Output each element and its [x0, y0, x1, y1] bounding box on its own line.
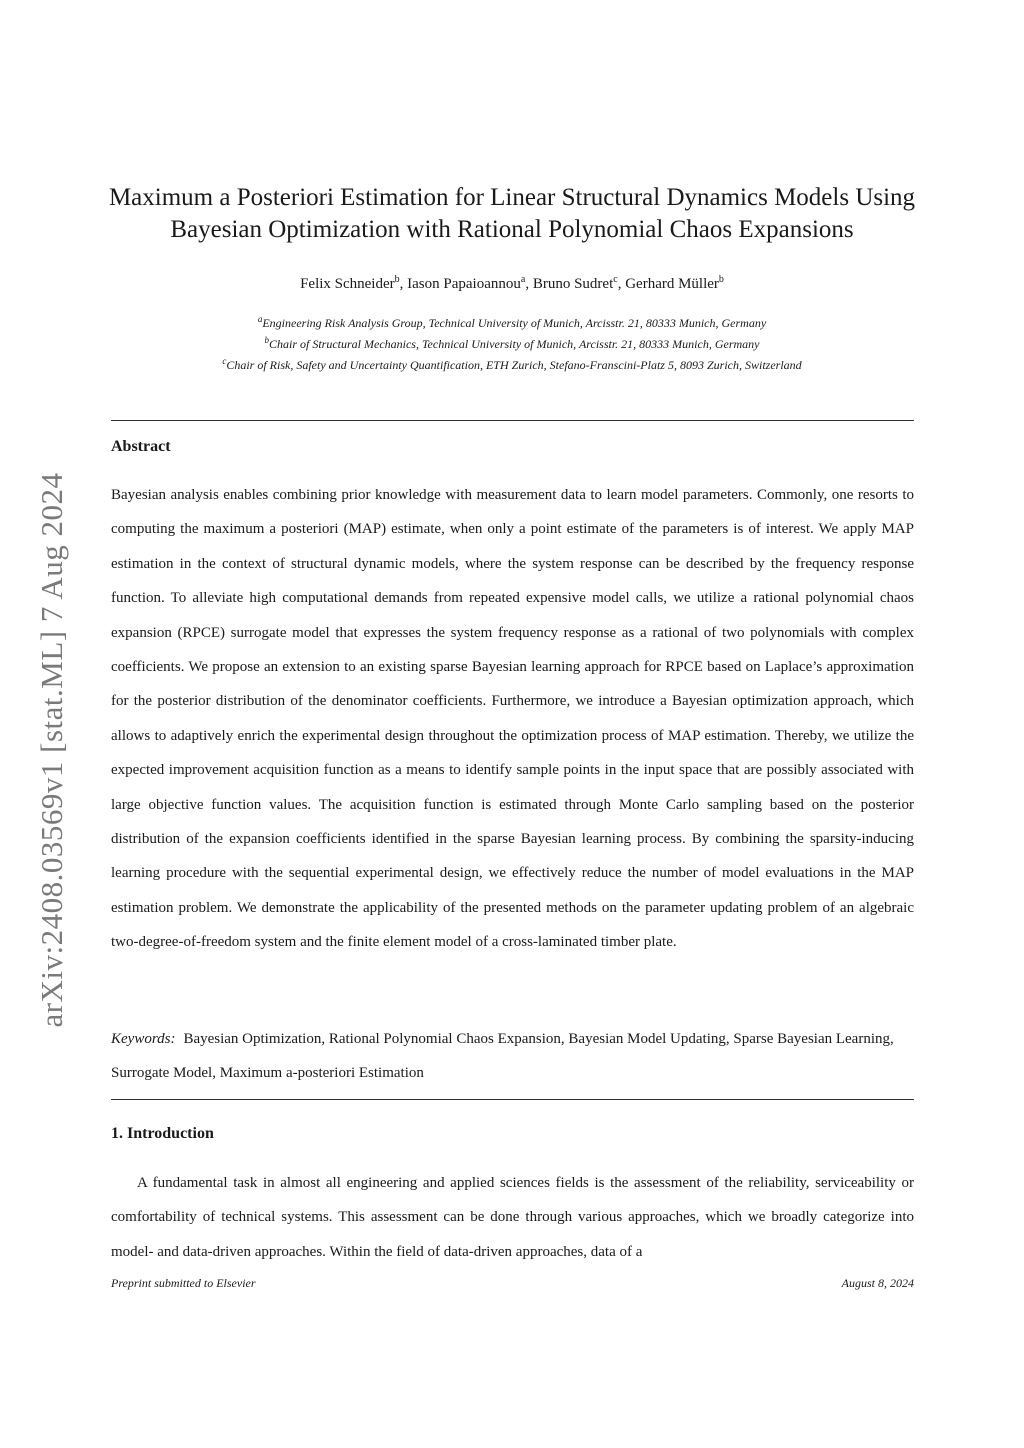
affiliation-mark: b [264, 335, 269, 345]
author-affiliation-mark: c [613, 274, 618, 285]
author-separator: , [525, 276, 533, 292]
arxiv-identifier-stamp: arXiv:2408.03569v1 [stat.ML] 7 Aug 2024 [34, 472, 69, 1028]
author-separator: , [617, 276, 626, 292]
affiliation-mark: c [222, 356, 227, 366]
section-heading-introduction: 1. Introduction [111, 1125, 214, 1142]
affiliation-text: Chair of Structural Mechanics, Technical University of Munich, Arcisstr. 21, 80333 Munich, Germany [268, 337, 760, 351]
affiliation-a [100, 311, 924, 332]
author-affiliation-mark: b [394, 274, 400, 285]
paper-title [100, 182, 924, 246]
footer-date: August 8, 2024 [841, 1276, 914, 1290]
author-affiliation-mark: b [718, 274, 724, 285]
author-4 [625, 276, 724, 292]
abstract-heading: Abstract [111, 438, 171, 455]
author-name: Iason Papaioannou [407, 276, 521, 292]
affiliation-text: Chair of Risk, Safety and Uncertainty Quantification, ETH Zurich, Stefano-Franscini-Platz 5, 8093 Zurich, Switzerland [226, 358, 802, 372]
abstract-body: Bayesian analysis enables combining prior knowledge with measurement data to learn model parameters. Commonly, one resorts to computing the maximum a posteriori (MAP) estimate, when only a point estimate of the parameters is of interest. We apply MAP estimation in the context of structural dynamic models, where the system response can be described by the frequency response function. To alleviate high computational demands from repeated expensive model calls, we utilize a rational polynomial chaos expansion (RPCE) surrogate model that expresses the system frequency response as a rational of two polynomials with complex coefficients. We propose an extension to an existing sparse Bayesian learning approach for RPCE based on Laplace’s approximation for the posterior distribution of the denominator coefficients. Furthermore, we introduce a Bayesian optimization approach, which allows to adaptively enrich the experimental design throughout the optimization process of MAP estimation. Thereby, we utilize the expected improvement acquisition function as a means to identify sample points in the input space that are possibly associated with large objective function values. The acquisition function is estimated through Monte Carlo sampling based on the posterior distribution of the expansion coefficients identified in the sparse Bayesian learning process. By combining the sparsity-inducing learning procedure with the sequential experimental design, we effectively reduce the number of model evaluations in the MAP estimation problem. We demonstrate the applicability of the presented methods on the parameter updating problem of an algebraic two-degree-of-freedom system and the finite element model of a cross-laminated timber plate. [111, 487, 914, 951]
keywords-label: Keywords: [111, 1031, 176, 1047]
author-2 [407, 276, 533, 292]
paper-title-line-2: Bayesian Optimization with Rational Polynomial Chaos Expansions [170, 216, 854, 243]
author-3 [533, 276, 625, 292]
affiliation-list [100, 311, 924, 374]
keywords [111, 1022, 914, 1091]
affiliation-c [100, 353, 924, 374]
affiliation-mark: a [257, 314, 263, 324]
author-name: Felix Schneider [300, 276, 395, 292]
affiliation-text: Engineering Risk Analysis Group, Technical University of Munich, Arcisstr. 21, 80333 Munich, Germany [262, 316, 767, 330]
author-affiliation-mark: a [520, 274, 526, 285]
author-1 [300, 276, 407, 292]
abstract-top-rule [111, 420, 914, 421]
author-list [100, 274, 924, 293]
author-name: Gerhard Müller [625, 276, 719, 292]
author-name: Bruno Sudret [532, 276, 614, 292]
keywords-text: Bayesian Optimization, Rational Polynomial Chaos Expansion, Bayesian Model Updating, Sparse Bayesian Learning, Surrogate Model, Maximum a-posteriori Estimation [111, 1031, 894, 1082]
footer-preprint-note: Preprint submitted to Elsevier [111, 1276, 256, 1290]
paper-title-line-1: Maximum a Posteriori Estimation for Linear Structural Dynamics Models Using [108, 184, 916, 211]
abstract-bottom-rule [111, 1099, 914, 1100]
author-separator: , [399, 276, 408, 292]
introduction-paragraph: A fundamental task in almost all engineering and applied sciences fields is the assessment of the reliability, serviceability or comfortability of technical systems. This assessment can be done through various approaches, which we broadly categorize into model- and data-driven approaches. Within the field of data-driven approaches, data of a [111, 1175, 914, 1260]
affiliation-b [100, 332, 924, 353]
